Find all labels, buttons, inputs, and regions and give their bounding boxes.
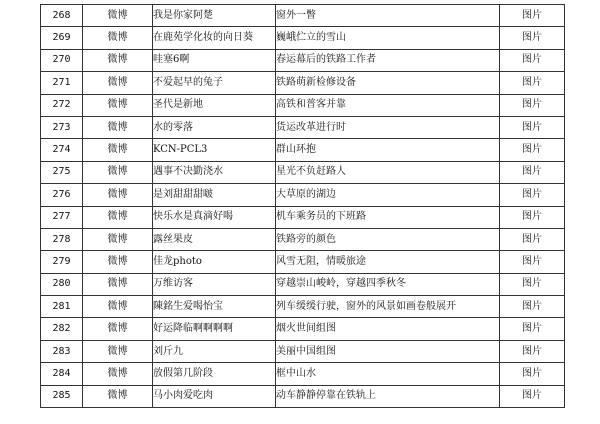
platform-cell: 微博 (83, 139, 153, 161)
document-page (40, 4, 564, 408)
work-title-cell: 星光不负赶路人 (276, 161, 500, 183)
row-number: 277 (41, 206, 83, 228)
account-name-cell: KCN-PCL3 (153, 139, 276, 161)
table-body (41, 5, 565, 408)
table-row (41, 385, 565, 407)
platform-cell: 微博 (83, 161, 153, 183)
content-type-cell: 图片 (500, 228, 565, 250)
row-number: 276 (41, 184, 83, 206)
table-row (41, 340, 565, 362)
table-row (41, 94, 565, 116)
content-type-cell: 图片 (500, 340, 565, 362)
work-title-cell: 框中山水 (276, 363, 500, 385)
account-name-cell: 露丝果皮 (153, 228, 276, 250)
content-type-cell: 图片 (500, 273, 565, 295)
content-type-cell: 图片 (500, 139, 565, 161)
account-name-cell: 刘斤九 (153, 340, 276, 362)
account-name-cell: 在鹿苑学化妆的向日葵 (153, 27, 276, 49)
platform-cell: 微博 (83, 385, 153, 407)
platform-cell: 微博 (83, 116, 153, 138)
content-type-cell: 图片 (500, 116, 565, 138)
table-row (41, 251, 565, 273)
work-title-cell: 铁路旁的颜色 (276, 228, 500, 250)
account-name-cell: 我是你家阿楚 (153, 5, 276, 27)
row-number: 272 (41, 94, 83, 116)
platform-cell: 微博 (83, 228, 153, 250)
platform-cell: 微博 (83, 251, 153, 273)
platform-cell: 微博 (83, 72, 153, 94)
work-title-cell: 窗外一瞥 (276, 5, 500, 27)
platform-cell: 微博 (83, 318, 153, 340)
work-title-cell: 货运改革进行时 (276, 116, 500, 138)
row-number: 283 (41, 340, 83, 362)
content-type-cell: 图片 (500, 385, 565, 407)
content-type-cell: 图片 (500, 94, 565, 116)
row-number: 282 (41, 318, 83, 340)
table-row (41, 49, 565, 71)
table-row (41, 5, 565, 27)
row-number: 278 (41, 228, 83, 250)
content-type-cell: 图片 (500, 363, 565, 385)
table-row (41, 296, 565, 318)
content-type-cell: 图片 (500, 251, 565, 273)
platform-cell: 微博 (83, 206, 153, 228)
content-type-cell: 图片 (500, 184, 565, 206)
work-title-cell: 铁路萌新检修设备 (276, 72, 500, 94)
work-title-cell: 美丽中国组图 (276, 340, 500, 362)
account-name-cell: 遇事不决勤浇水 (153, 161, 276, 183)
table-row (41, 228, 565, 250)
row-number: 268 (41, 5, 83, 27)
content-type-cell: 图片 (500, 72, 565, 94)
table-row (41, 72, 565, 94)
account-name-cell: 水的零落 (153, 116, 276, 138)
table-row (41, 206, 565, 228)
platform-cell: 微博 (83, 296, 153, 318)
table-row (41, 184, 565, 206)
account-name-cell: 快乐水是真滴好喝 (153, 206, 276, 228)
account-name-cell: 是刘甜甜甜啵 (153, 184, 276, 206)
content-type-cell: 图片 (500, 49, 565, 71)
table-row (41, 161, 565, 183)
platform-cell: 微博 (83, 363, 153, 385)
account-name-cell: 马小肉爱吃肉 (153, 385, 276, 407)
row-number: 275 (41, 161, 83, 183)
account-name-cell: 哇塞6啊 (153, 49, 276, 71)
work-title-cell: 风雪无阻，情暖旅途 (276, 251, 500, 273)
row-number: 284 (41, 363, 83, 385)
content-type-cell: 图片 (500, 5, 565, 27)
account-name-cell: 放假第几阶段 (153, 363, 276, 385)
row-number: 285 (41, 385, 83, 407)
content-type-cell: 图片 (500, 318, 565, 340)
row-number: 269 (41, 27, 83, 49)
account-name-cell: 圣代是新地 (153, 94, 276, 116)
table-row (41, 273, 565, 295)
work-title-cell: 群山环抱 (276, 139, 500, 161)
work-title-cell: 春运幕后的铁路工作者 (276, 49, 500, 71)
work-title-cell: 大草原的湖边 (276, 184, 500, 206)
work-title-cell: 机车乘务员的下班路 (276, 206, 500, 228)
row-number: 271 (41, 72, 83, 94)
platform-cell: 微博 (83, 49, 153, 71)
platform-cell: 微博 (83, 5, 153, 27)
work-title-cell: 高铁和普客并靠 (276, 94, 500, 116)
platform-cell: 微博 (83, 27, 153, 49)
content-type-cell: 图片 (500, 206, 565, 228)
table-row (41, 27, 565, 49)
work-title-cell: 列车缓缓行驶，窗外的风景如画卷般展开 (276, 296, 500, 318)
platform-cell: 微博 (83, 94, 153, 116)
work-title-cell: 动车静静停靠在铁轨上 (276, 385, 500, 407)
table-row (41, 318, 565, 340)
table-row (41, 139, 565, 161)
content-type-cell: 图片 (500, 161, 565, 183)
account-name-cell: 陳銘生爱喝怡宝 (153, 296, 276, 318)
row-number: 279 (41, 251, 83, 273)
row-number: 281 (41, 296, 83, 318)
work-title-cell: 烟火世间组图 (276, 318, 500, 340)
account-name-cell: 好运降临啊啊啊啊 (153, 318, 276, 340)
row-number: 273 (41, 116, 83, 138)
platform-cell: 微博 (83, 273, 153, 295)
table-row (41, 116, 565, 138)
row-number: 270 (41, 49, 83, 71)
row-number: 280 (41, 273, 83, 295)
account-name-cell: 佳龙photo (153, 251, 276, 273)
work-title-cell: 巍峨伫立的雪山 (276, 27, 500, 49)
content-type-cell: 图片 (500, 27, 565, 49)
row-number: 274 (41, 139, 83, 161)
work-title-cell: 穿越崇山峻岭，穿越四季秋冬 (276, 273, 500, 295)
listing-table (40, 4, 565, 408)
content-type-cell: 图片 (500, 296, 565, 318)
account-name-cell: 万维访客 (153, 273, 276, 295)
account-name-cell: 不爱起早的兔子 (153, 72, 276, 94)
table-row (41, 363, 565, 385)
platform-cell: 微博 (83, 340, 153, 362)
platform-cell: 微博 (83, 184, 153, 206)
